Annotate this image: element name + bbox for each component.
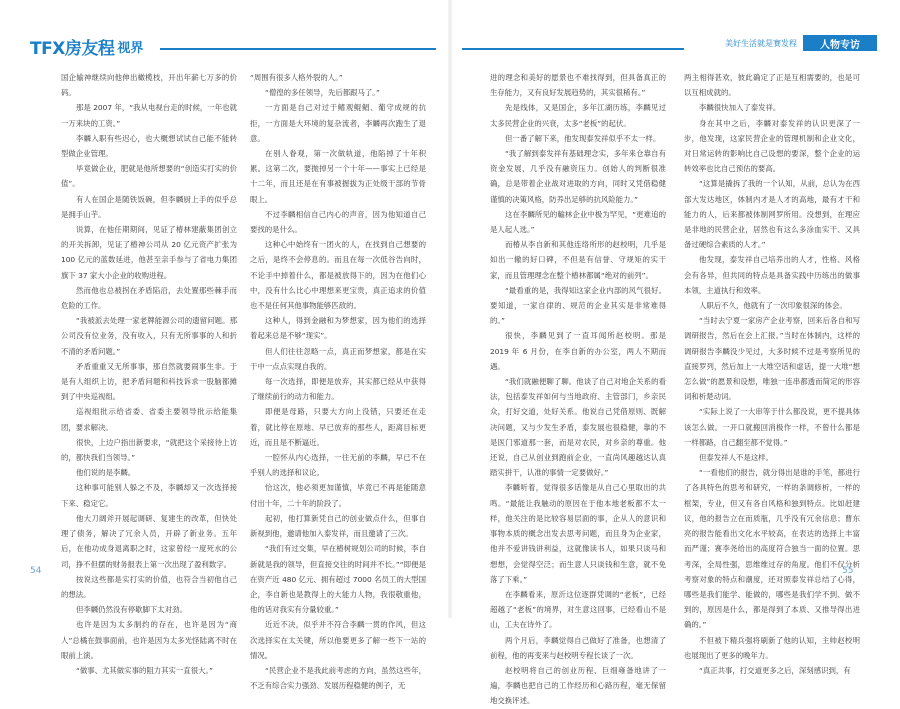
magazine-logo [30,37,144,59]
paragraph: 在李麟看来，原沂这位逐群凭调的“老板”，已经超越了“老板”的境界，对生意这回事，已经看山不是山，工夫在诗外了。 [490,589,666,630]
page-number-right: 55 [842,566,854,576]
paragraph: 人职后不久，他就有了一次印象很深的体会。 [699,301,847,311]
paragraph: 但一番了解下来，他发现泰发祥似乎不太一样。 [505,133,661,143]
text-column-3 [490,70,666,706]
paragraph: 这种人，得到金融和为梦想家，因为他们的选择着起来总是不够“现实”。 [250,316,426,341]
paragraph: “我了解到泰发祥有基础理念实，多年来仓靠自有资金发展，几乎没有融资压力。创始人的判断很准确，总是带着企业战对进取的方向，同时又凭借稳健谨慎的决策风格，防养出足够的抗风险能力。” [490,149,666,204]
header-rule-right [462,48,684,50]
paragraph: “当时去宁夏一家房产企业考察，回来后各自和写调研报告，然后在会上汇报。”当时在体制内，这样的调研报告李麟没少见过，大多时候不过是考察所见的直接罗列，然后加上一大堆空话和虚话，提一大堆“想怎么做”的愿景和设想，唯独一连串都透而简定的形容词和析楚动词。 [684,316,860,402]
paragraph: 身在其中之后，李麟对泰发祥的认识更深了一步，他发现，这家民营企业的管理机制和企业文化，对日常运转的影响比自己设想的要深，整个企业的运转效率也比自己预估的要高。 [684,118,860,174]
paragraph: 一方面是自己对过于鳍观鲲鲳、葡守成规的抗拒，一方面是大环境的复杂流者，李麟再次跑生了退意。 [250,103,426,143]
paragraph: “我们就融便聊了聊。他谈了自己对地企关系的看法，包括泰发祥如何与当地政府、主管部门，乡亲民众，打好交道，处好关系。他说自己凭借原则、既解决问题，又与少发生矛盾，泰发展也很稳健，靠的不是医门邪道那一套，而是对农民，对乡亲的尊重。他还说，自己从创业到跑前企业，一直尚风趣越达认真踏实拼干，认准的事情一定要做好。” [490,377,666,478]
paragraph: 按说这些都是实打实的价值，也符合当初他自己的想法。 [61,574,237,599]
paragraph: 两主相得甚欢，彼此确定了正是互相需要的，也是可以互相成就的。 [684,73,860,98]
paragraph: 这种心中始终有一团火的人，在找到自己想要的之后，是终不会停息的。而且在每一次低谷告向时，不论手中掉着什么，都是被放得下的，因为在他们心中，没有什么比心中理想来更宝贵，真正追求的价值也不是任何其他事物能够匹敌的。 [250,240,426,311]
paragraph: 李麟很快加入了泰发祥。 [699,103,781,113]
text-column-1 [61,70,237,675]
paragraph: “实际上说了一大串等于什么都没说，更不提具体该怎么做。一开口就搬回消极作一样，不曾什么都是一样都路，自己翻至都不觉得。” [684,407,860,447]
paragraph: “真正共事，打交道更多之后，深刻感识到，有 [699,665,851,675]
paragraph: 他们说的是李麟。 [76,468,136,478]
logo-sub-text: 视界 [117,40,144,56]
paragraph: 两个月后，李麟觉得自己做好了准备，也想清了前程，他的再变来与赵校明专程长谈了一次。 [490,635,666,660]
paragraph: 起初，他打算新凭自己的创业做点什么，但事自新视到他，邀请他加入泰发祥，而且邀请了三次。 [250,513,426,539]
paragraph: 而椿从李自新和其他连络所形的赵校明，几乎是如出一辙的好口碑，不但是有信誉、守规矩的实干家，而且管理理念在整个椿林都属“绝对的前列”。 [490,240,666,280]
paragraph: 但泰发祥人不是这样。 [699,453,773,463]
paragraph: 不过李麟相信自己内心的声音，因为他知道自己要找的是什么。 [250,209,426,235]
paragraph: 在别人眷观，第一次做轨道，他陷掉了十年积累。这第二次，要抛掉另一个十年——事实上已经是十二年，而且还是在有事被握拔为正处级干部的节骨眼上。 [250,149,426,204]
paragraph: 那是 2007 年，“我从电视台走的时候，一年也就一万来块的工资。” [61,103,237,128]
section-tab: 人物专访 [803,35,877,51]
paragraph: 赵校明将自己的创业历程、巨细雍备地讲了一遍，李麟也把自己的工作经历和心路历程，毫无保留地交换评述。 [490,665,666,706]
paragraph: 矛盾重重又无所事事，那自然就要闹事生非。于是有人组织上访，把矛盾问题和科技诉求一股脑都摊到了中央巡视组。 [61,361,237,402]
paragraph: 不但被下精兵强将刷新了他的认知，主帅赵校明也展现出了更多的晚年力。 [684,635,860,660]
paragraph: 先是线体，又是国企，多年江湖历练，李麟见过太多民营企业的兴衰，太多“老板”的起伏。 [490,103,666,128]
paragraph: 巡视组批示给省委、省委主要领导批示给能集团，要求解决。 [61,407,237,432]
paragraph: 每一次选择，即便是放弃，其实都已经从中获得了继续前行的动力和能力。 [250,377,426,402]
paragraph: “一看他们的报告，就分得出是谁的手笔，都进行了各具特色的思考和研究，一样的条调修析，一样的框架，专业，但又有各自风格和独到特点。比如赶建议，他的报告立在而质瓶，几乎没有冗余信息；曹东亮的报告能看出文化水平较高，在表达的选择上丰富而严谨；赛李尧给出的高度符合独当一面的位置。思考深，全局性强，思维维过存的角度。他们不仅分析考察对象的特点和潮度，还对照泰发祥总结了心得，哪些是我们能学、能做的，哪些是我们学不到、做不到的，原因是什么，都是得到了本质、又推导得出进确的。” [684,468,860,630]
paragraph: “我们有过交集，早在椿树规划公司的时候，李自新就是我的领导，但直接交往的时间并不长。”“即便是在资产近 480 亿元、拥有超过 7000 名员工的大型国企，李自新也是教得上的大能力人物，我很敬重他，他的话对我实有分量较重。” [250,544,426,615]
paragraph: “民营企业不是我此前考虑的方向，虽然这些年，不乏有综合实力强劲、发展历程稳健的例子，无 [250,665,426,691]
paragraph: 近近不决，似乎并不符合李麟一贯的作风，但这次选择实在太关键，所以他要更多了解一些下一站的情况。 [250,620,426,660]
paragraph: 但人们往往忽略一点，真正而梦想家，都是在实干中一点点实现自我的。 [250,346,426,371]
paragraph: “僧徨的多任领导，先后都跟马了。” [265,88,380,98]
paragraph: 然而他也总被拐在矛盾陷沿，去处置那些棘手而危险的工作。 [61,285,237,311]
paragraph: 即便是母路，只要大方向上没错，只要还在走着，就比停在原地、早已放弃的那些人，距离目标更近，而且是不断逼近。 [250,407,426,447]
paragraph: 李麟听着，觉得很多话像是从自己心里取出的共鸣。“最能让我触动的原因在于他本地老板都不太一样，他关注的是比较容易层面的事，企从人的意识和事物本质的概念出发去思考问题，而且身为企业家，他并不爱讲钱讲利益，这就像读书人，如果只谈马和想想，会觉得空泛；而生意人只谈钱和生意，就不免落了下乘。” [490,483,666,584]
paragraph: “最看重的是，我得知这家企业内部的风气很好。要知道，一家自律的、规范的企业其实是非常难得的。” [490,285,666,326]
paragraph: 一腔怀从内心选择，一往无前的李麟，早已不在乎别人的选择和议论。 [250,453,426,478]
paragraph: “我被派去处理一家老牌能源公司的遗留问题。那公司没有位业务，没有收入，只有无所事事的人和折不清的矛盾问题。” [61,316,237,356]
page-gutter [448,0,452,618]
paragraph: 国企输神继续向他伸出橄榄枝，开出年薪七万多的价码。 [61,73,237,98]
paragraph: 他大刀阔斧开展起调研、复建生的改革，但快处理了债务，解决了冗余人员，开辟了新业务。五年后，在他功成身退离职之时，这家曾经一度死水的公司，挣不但摆的财务报表上第一次出现了盈利数字。 [61,513,237,569]
paragraph: 有人在国企是随铁饭碗，但李麟厨上手的似乎总是拥手山芋。 [61,194,237,219]
paragraph: 毕竟做企业，肥就是他所想要的“创造实打实的价值”。 [61,164,237,189]
paragraph: 说算，在他任期期间，见证了椿林建蔽集团创立的开关拆卸，见证了椿神公司从 20 亿元资产扩张为 100 亿元的蓝数延进，他甚至亲手参与了省电力集团旗下 37 家大小企业的收购进程。 [61,225,237,280]
logo-main-text: TFX房友程 [30,38,115,59]
header-rule-left [160,48,436,50]
page-number-left: 54 [30,566,42,576]
paragraph: “周围有很多人格外裂的人。” [250,73,343,82]
paragraph: 这在李麟所见的輸林企业中极为罕见，“更难追的是人起人选。” [490,209,666,235]
paragraph: 但李麟仍然没有停歇脚下太对劲。 [76,605,187,615]
paragraph: 进的理念和美好的愿景也不难找得到，但具备真正的生存能力，又有良好发展趋势的，其实很稀有。” [490,73,666,98]
paragraph: 李麟入职有些迟心，也大概想试试自己能不能转型做企业管理。 [61,133,237,159]
paragraph: 这种事可能别人躲之不及，李麟却又一次选择接下来、稳定它。 [61,483,237,508]
paragraph: “这算是撬拆了我的一个认知，从前，总认为在西部大发达地区，体制内才是人才的高地，最有才干和能力的人，后来都被体制网罗所用。没想到，在理应是非地的民营企业，居然也有这么多涂血实干、又具备过硬综合素质的人才。” [684,179,860,250]
header-tagline: 美好生活就是赛发程 [725,39,797,48]
text-column-2 [250,70,426,691]
paragraph: 恰这次，他必须更加谨慎，毕竟已不再是能随意付出十年，二十年的阶段了。 [250,483,426,508]
paragraph: 很快，李麟见到了一直耳闻所赵校明。那是 2019 年 6 月份，在李自新的办公室，两人不期而遇。 [490,331,666,371]
paragraph: 也许是因为太多制约的存在，也许是因为“商人”总橘在鼓事面前，也许是因为太多光怪陆离不时在眼前上演。 [61,620,237,660]
paragraph: “做事、尤其做实事的阻力其实一直很大。” [76,665,213,675]
paragraph: 他发现，泰发祥自己培养出的人才，性格、风格会有各异，但共同的特点是具备实践中历练出的做事本领，主道执行和效率。 [684,255,860,295]
paragraph: 很快，上边户指出新要求，“就把这个采接待上访的，都快我们当领导。” [61,437,237,463]
